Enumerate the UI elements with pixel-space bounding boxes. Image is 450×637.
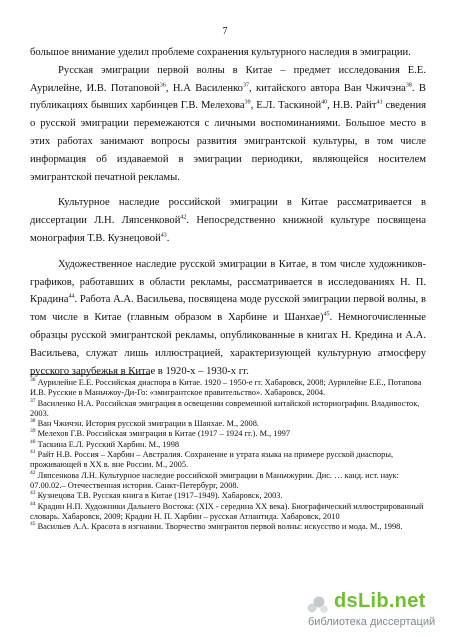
paragraph-2-text: . В публикациях бывших харбинцев Г.В. Мелехова [30,82,426,112]
paragraph-2-text: , китайского автора Ван Чжичэна [248,82,406,94]
footnote-text: Крадин Н.П. Художники Дальнего Востока: (XIX - середина XX века). Биографический иллюстрированный словарь. Хабаровск, 2009; Крадин Н. П. Харбин – русская Атлантида. Хабаровск, 2010 [30,501,424,521]
dslib-logo-text: dsLib.net [334,590,426,612]
footnote-number: 45 [30,521,36,528]
paragraph-2-text: , Е.Л. Таскиной [250,100,322,112]
dslib-logo-icon [304,592,330,618]
footnote-number: 37 [30,397,36,404]
footnote [30,419,426,429]
footnote-number: 38 [30,418,36,425]
paragraph-4-text: . Немногочисленные образцы русской эмигрантской рекламы, опубликованные в книгах Н. Кредина и А.А. Васильева, служат лишь иллюстрацией, характеризующей культурную атмосферу русского зарубежья в Китае в 1920-х – 1930-х гг. [30,312,426,377]
footnote-ref[interactable]: 44 [68,293,75,300]
paragraph-4-text: Художественное наследие русской эмиграции в Китае, в том числе художников-графиков, работавших в области рекламы, рассматривается в исследованиях Н. П. Крадина [30,258,426,306]
footnote-text: Райт Н.В. Россия – Харбин – Австралия. Сохранение и утрата языка на примере русской диаспоры, проживающей в ХХ в. вне России. М., 2005. [30,450,394,470]
footnote [30,522,426,532]
footnote-number: 40 [30,438,36,445]
footnote-number: 36 [30,377,36,384]
paragraph-2 [30,62,426,187]
footnote [30,440,426,450]
footnote [30,491,426,501]
paragraph-3-text: . [166,232,170,244]
footnote-number: 43 [30,490,36,497]
footnote-ref[interactable]: 36 [159,82,166,89]
page-number: 7 [222,26,228,37]
footnote-ref[interactable]: 43 [160,232,167,239]
paragraph-2-text: , Н.В. Райт [327,100,377,112]
footnote-text: Аурилейне Е.Е. Российская диаспора в Китае. 1920 – 1950-е гг. Хабаровск, 2008; Аурилейне Е.Е., Потапова И.В. Русские в Маньчжоу-Ди-Го: «эмигрантское правительство». Хабаровск, 2004. [30,378,422,398]
paragraph-4-text: . Работа А.А. Васильева, посвящена моде русской эмиграции первой волны, в том числе в Китае (главным образом в Харбине и Шанхае) [30,294,426,324]
paragraph-3 [30,194,426,247]
footnote-text: Кузнецова Т.В. Русская книга в Китае (1917–1949). Хабаровск, 2003. [35,491,283,501]
footnote-number: 42 [30,469,36,476]
paragraph-3-text: Культурное наследие российской эмиграции в Китае рассматривается в диссертации Л.Н. Ляпсенковой [30,197,426,227]
footnote-text: Ван Чжичэн. История русской эмиграции в Шанхае. М., 2008. [35,419,260,429]
paragraph-4 [30,256,426,384]
footnote-divider [30,374,150,375]
footnote-text: Таскина Е.Л. Русский Харбин. М., 1998 [35,439,180,449]
footnote-ref[interactable]: 37 [242,82,249,89]
paragraph-2-text: Русская эмиграции первой волны в Китае – предмет исследования Е.Е. Аурилейне, И.В. Потаповой [30,64,426,94]
footnote-number: 41 [30,449,36,456]
footnote-ref[interactable]: 39 [244,99,251,106]
paragraph-3-text: . Непосредственно книжной культуре посвящена монография Т.В. Кузнецовой [30,215,426,244]
footnote [30,429,426,439]
footnote [30,378,426,399]
footnotes [30,378,426,532]
footnote [30,502,426,523]
footnote [30,471,426,492]
footnote-number: 39 [30,428,36,435]
footnote-ref[interactable]: 40 [321,99,328,106]
footnote-text: Мелехов Г.В. Российская эмиграция в Китае (1917 – 1924 гг.). М., 1997 [35,429,291,439]
dslib-subtitle: библиотека диссертаций [308,616,436,628]
paragraph-1: большое внимание уделил проблеме сохранения культурного наследия в эмиграции. [30,47,411,58]
footnote-text: Васильев А.А. Красота в изгнании. Творчество эмигрантов первой волны: искусство и мода. М., 1998. [35,522,403,532]
dslib-watermark[interactable] [298,588,448,634]
footnote-text: Ляпсенкова Л.Н. Культурное наследие российской эмиграции в Маньчжурии. Дис. … канд. ист. наук: 07.00.02.– Отечественная история. Санкт-Петербург, 2008. [30,470,399,490]
footnote [30,399,426,420]
footnote-ref[interactable]: 38 [405,82,412,89]
footnote-ref[interactable]: 42 [180,214,187,221]
footnote-ref[interactable]: 41 [376,99,383,106]
footnote-number: 44 [30,500,36,507]
footnote [30,450,426,471]
footnote-text: Василенко Н.А. Российская эмиграция в освещении современной китайской историографии. Владивосток, 2003. [30,398,420,418]
footnote-ref[interactable]: 45 [323,311,330,318]
paragraph-2-text: сведения о русской эмиграции перемежаются с личными воспоминаниями. Большое место в этих работах занимают вопросы развития эмигрантской культуры, в том числе информация об издаваемой в эмиграции периодики, являющейся носителем эмигрантской печатной рекламы. [30,100,427,183]
body-text [30,44,426,380]
paragraph-2-text: , Н.А Василенко [165,82,243,94]
